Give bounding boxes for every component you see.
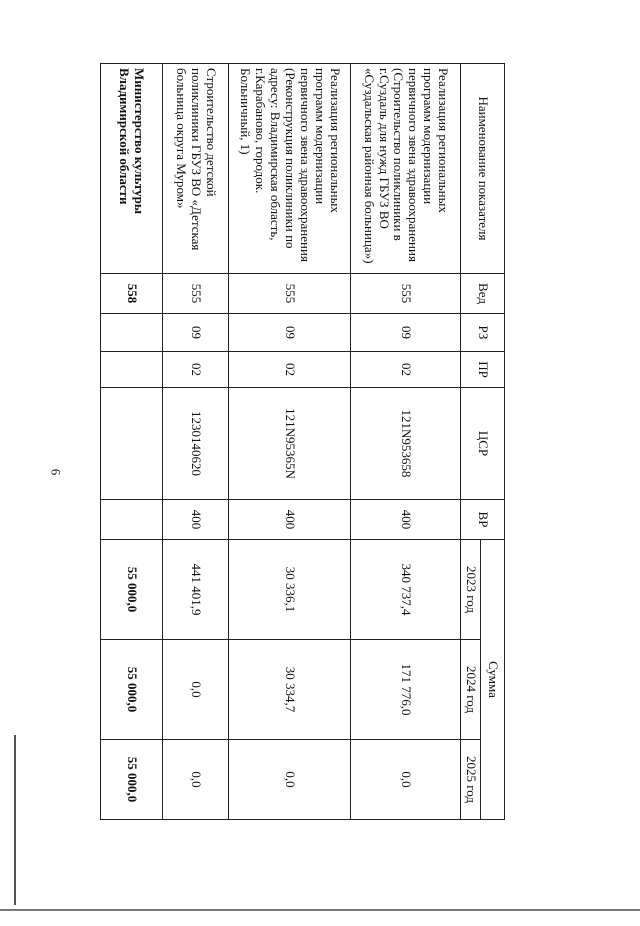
row-pr: [101, 352, 163, 388]
row-2023: 55 000,0: [101, 540, 163, 640]
row-vr: [101, 500, 163, 540]
row-2024: 171 776,0: [351, 640, 461, 740]
row-name: Реализация региональных программ модернизации первичного звена здравоохранения (Реконструкция поликлиники по адресу: Владимирская область, г.Карабаново, городок. Больничный, 1): [229, 64, 351, 274]
header-csr: ЦСР: [461, 388, 505, 500]
scan-edge-left: [14, 735, 16, 905]
row-pr: 02: [351, 352, 461, 388]
header-2024: 2024 год: [461, 640, 481, 740]
row-2024: 55 000,0: [101, 640, 163, 740]
header-name: Наименование показателя: [461, 64, 505, 274]
page-number: 6: [48, 468, 64, 476]
row-rz: 09: [351, 314, 461, 352]
header-ved: Вед: [461, 274, 505, 314]
row-ved: 555: [229, 274, 351, 314]
row-rz: 09: [163, 314, 229, 352]
row-vr: 400: [229, 500, 351, 540]
header-rz: РЗ: [461, 314, 505, 352]
row-2023: 441 401,9: [163, 540, 229, 640]
row-vr: 400: [351, 500, 461, 540]
row-csr: 121N953658: [351, 388, 461, 500]
budget-table: [100, 63, 505, 820]
table-row: [101, 64, 163, 820]
row-pr: 02: [229, 352, 351, 388]
row-2025: 0,0: [351, 740, 461, 820]
table-row: [163, 64, 229, 820]
row-2025: 0,0: [163, 740, 229, 820]
row-2025: 55 000,0: [101, 740, 163, 820]
row-name: Строительство детской поликлиники ГБУЗ ВО «Детская больница округа Муром»: [163, 64, 229, 274]
table-row: [351, 64, 461, 820]
row-name: Реализация региональных программ модернизации первичного звена здравоохранения (Строительство поликлиники в г.Суздаль для нужд ГБУЗ ВО «Суздальская районная больница»): [351, 64, 461, 274]
row-2024: 0,0: [163, 640, 229, 740]
header-pr: ПР: [461, 352, 505, 388]
row-csr: 121N95365N: [229, 388, 351, 500]
table-row: [229, 64, 351, 820]
header-vr: ВР: [461, 500, 505, 540]
row-csr: [101, 388, 163, 500]
budget-table-rotated: [101, 63, 505, 819]
header-2023: 2023 год: [461, 540, 481, 640]
row-ved: 558: [101, 274, 163, 314]
scan-edge-bottom: [0, 909, 640, 911]
row-2025: 0,0: [229, 740, 351, 820]
row-vr: 400: [163, 500, 229, 540]
row-rz: 09: [229, 314, 351, 352]
row-csr: 1230140620: [163, 388, 229, 500]
row-name: Министерство культуры Владимирской области: [101, 64, 163, 274]
row-pr: 02: [163, 352, 229, 388]
header-sum: Сумма: [481, 540, 505, 820]
row-ved: 555: [163, 274, 229, 314]
row-2023: 340 737,4: [351, 540, 461, 640]
header-2025: 2025 год: [461, 740, 481, 820]
row-rz: [101, 314, 163, 352]
row-2023: 30 336,1: [229, 540, 351, 640]
row-2024: 30 334,7: [229, 640, 351, 740]
row-ved: 555: [351, 274, 461, 314]
